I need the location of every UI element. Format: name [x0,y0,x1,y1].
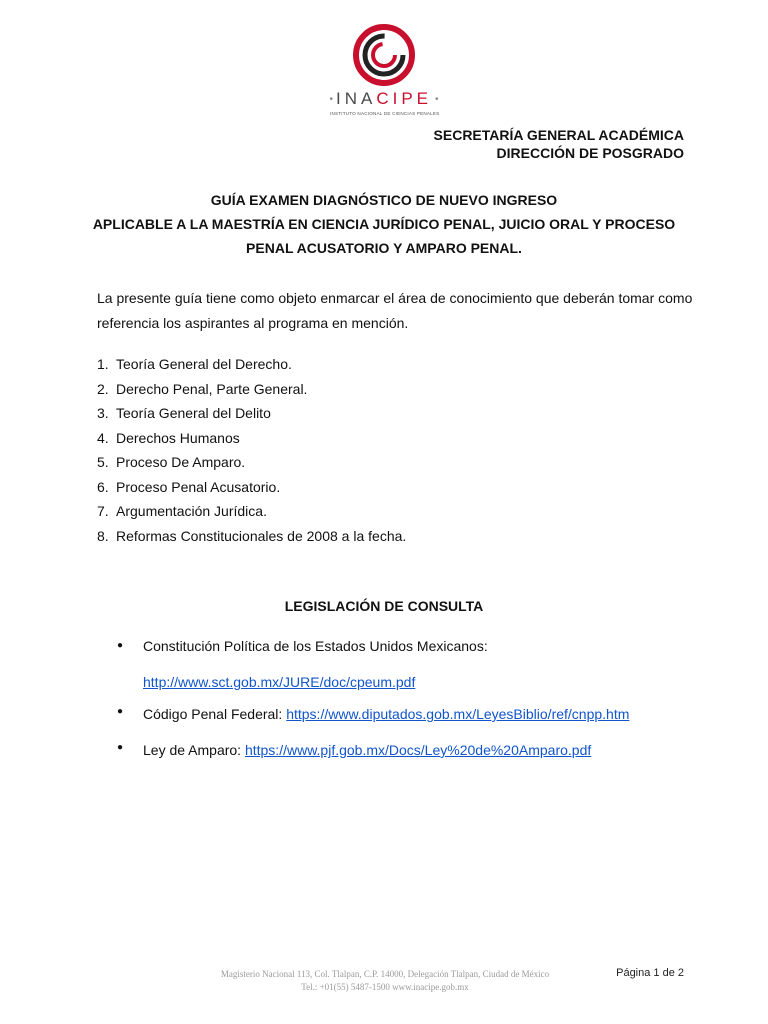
constitution-link[interactable]: http://www.sct.gob.mx/JURE/doc/cpeum.pdf [143,674,416,690]
list-item [97,352,406,377]
footer-address [190,968,580,994]
title-line-3: PENAL ACUSATORIO Y AMPARO PENAL. [246,240,522,256]
document-title [70,188,698,260]
legislation-item-constitution [115,634,629,706]
legislation-label: Constitución Política de los Estados Unidos Mexicanos: [143,638,488,654]
topics-list [97,352,406,548]
title-line-1: GUÍA EXAMEN DIAGNÓSTICO DE NUEVO INGRESO [210,192,558,208]
list-number: 7. [97,503,109,519]
legislation-heading: LEGISLACIÓN DE CONSULTA [284,598,484,614]
list-number: 1. [97,356,109,372]
list-item [97,475,406,500]
list-item [97,524,406,549]
bullet-icon: ● [117,640,124,651]
list-text: Teoría General del Delito [116,405,271,421]
logo-word-part-2: CIPE [376,89,433,108]
footer-address-line-1: Magisterio Nacional 113, Col. Tlalpan, C.P. 14000, Delegación Tlalpan, Ciudad de México [220,969,550,979]
bullet-icon: ● [117,706,124,717]
list-text: Reformas Constitucionales de 2008 a la fecha. [116,527,407,544]
header-line-2: DIRECCIÓN DE POSGRADO [496,145,684,161]
legislation-label: Código Penal Federal: [143,706,287,722]
legislation-item-ley-amparo [115,742,629,778]
logo-wordmark: • INACIPE • [329,89,439,108]
inacipe-emblem-icon [353,24,415,86]
list-item [97,426,406,451]
list-item [97,377,406,402]
logo-subtitle: INSTITUTO NACIONAL DE CIENCIAS PENALES [330,111,440,116]
logo-word-part-1: INA [335,89,377,108]
list-text: Derechos Humanos [116,429,240,446]
list-number: 8. [97,527,109,544]
intro-line-1: La presente guía tiene como objeto enmarcar el área de conocimiento que deberán tomar como [97,290,693,306]
list-item [97,450,406,475]
list-number: 2. [97,380,109,397]
intro-paragraph [97,286,697,336]
list-text: Proceso De Amparo. [116,454,246,470]
header-line-1: SECRETARÍA GENERAL ACADÉMICA [433,127,684,143]
legislation-item-codigo-penal [115,706,629,742]
list-number: 6. [97,478,109,495]
codigo-penal-link[interactable]: https://www.diputados.gob.mx/LeyesBiblio/ref/cnpp.htm [286,706,630,722]
ley-amparo-link[interactable]: https://www.pjf.gob.mx/Docs/Ley%20de%20Amparo.pdf [244,742,592,758]
list-item [97,401,406,426]
title-line-2: APLICABLE A LA MAESTRÍA EN CIENCIA JURÍDICO PENAL, JUICIO ORAL Y PROCESO [92,216,676,232]
bullet-icon: ● [117,742,124,753]
list-text: Teoría General del Derecho. [116,356,292,372]
legislation-label: Ley de Amparo: [143,742,245,758]
inacipe-logo [0,20,768,130]
list-number: 4. [97,429,109,446]
list-number: 3. [97,405,109,421]
list-item [97,499,406,524]
list-number: 5. [97,454,109,470]
intro-line-2: referencia los aspirantes al programa en mención. [97,315,409,331]
page-number: Página 1 de 2 [616,967,684,979]
list-text: Proceso Penal Acusatorio. [116,478,281,495]
footer-address-line-2: Tel.: +01(55) 5487-1500 www.inacipe.gob.mx [301,982,469,992]
legislation-list [115,634,629,778]
list-text: Derecho Penal, Parte General. [116,380,308,397]
list-text: Argumentación Jurídica. [116,503,267,519]
department-header [434,126,684,162]
